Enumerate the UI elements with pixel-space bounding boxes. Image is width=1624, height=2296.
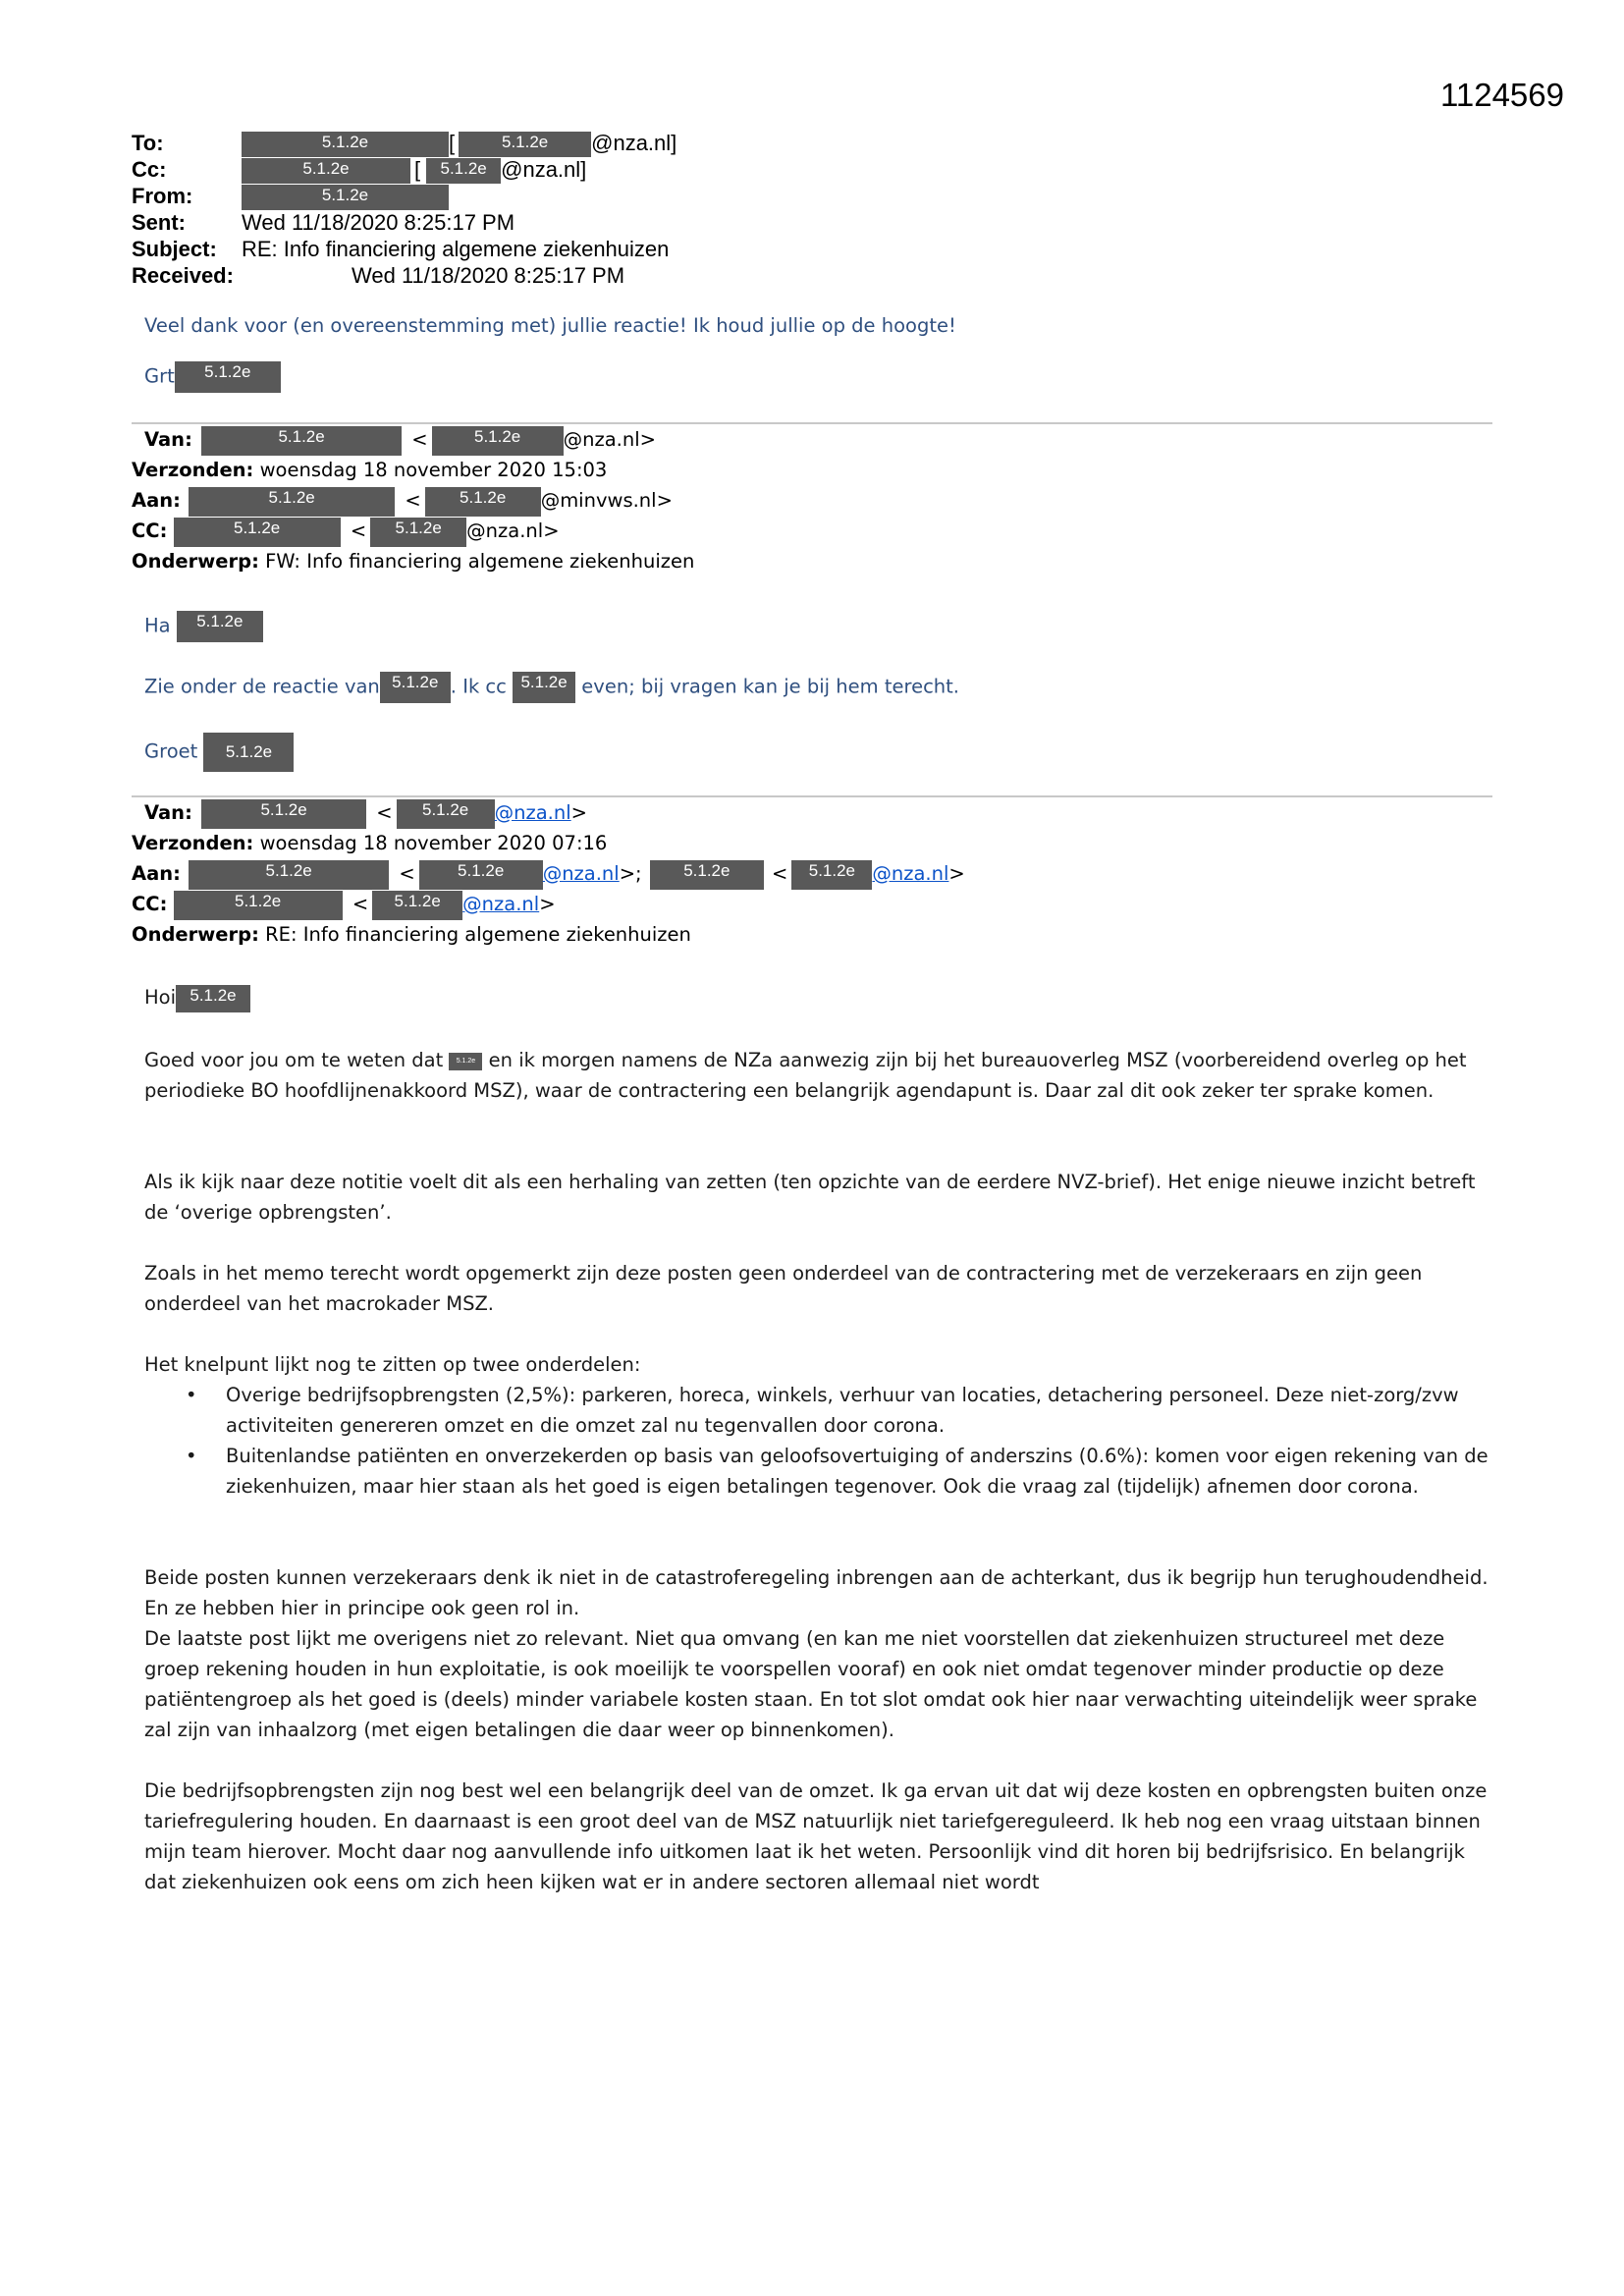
received-value: Wed 11/18/2020 8:25:17 PM <box>352 263 625 288</box>
gt-symbol: > <box>539 893 556 915</box>
redaction-block: 5.1.2e <box>372 891 462 920</box>
cc-domain: @nza.nl] <box>501 157 587 182</box>
cc-domain: @nza.nl> <box>466 519 560 542</box>
paragraph-text: Die bedrijfsopbrengsten zijn nog best wel een belangrijk deel van de omzet. Ik ga ervan uit dat wij deze kosten en opbrengsten buiten onze tariefregulering houden. En daarnaast is een groot deel van de MSZ natuurlijk niet tariefgereguleerd. Ik heb nog een vraag uitstaan binnen mijn team hierover. Mocht daar nog aanvullende info uitkomen laat ik het weten. Persoonlijk vind dit horen bij bedrijfsrisico. En belangrijk dat ziekenhuizen ook eens om zich heen kijken wat er in andere sectoren allemaal niet wordt <box>144 1779 1488 1893</box>
list-item-text: Overige bedrijfsopbrengsten (2,5%): parkeren, horeca, winkels, verhuur van locaties, detachering personeel. Deze niet-zorg/zvw activiteiten genereren omzet en die omzet zal nu tegenvallen door corona. <box>226 1384 1459 1437</box>
paragraph-6 <box>144 1776 1489 1897</box>
redaction-block: 5.1.2e <box>175 361 281 393</box>
van-domain: @nza.nl> <box>563 428 656 451</box>
redaction-block: 5.1.2e <box>432 426 564 456</box>
redaction-block: 5.1.2e <box>242 185 449 210</box>
email2-closing <box>144 733 294 772</box>
redaction-block: 5.1.2e <box>201 426 402 456</box>
redaction-block: 5.1.2e <box>189 487 395 517</box>
redaction-block: 5.1.2e <box>449 1053 482 1070</box>
email3-salutation <box>144 982 1489 1012</box>
email3-onderwerp-row <box>132 919 691 950</box>
email2-onderwerp-row <box>132 546 694 576</box>
list-item <box>144 1380 1489 1441</box>
bullet-list <box>144 1380 1489 1502</box>
paragraph-4 <box>144 1349 1489 1380</box>
forward-text: . Ik cc <box>450 675 507 698</box>
verzonden-label: Verzonden: <box>132 459 254 481</box>
to-domain: @nza.nl] <box>591 131 677 155</box>
email-link[interactable]: @nza.nl <box>872 862 949 885</box>
received-label: Received: <box>132 263 234 288</box>
redaction-block: 5.1.2e <box>419 860 543 890</box>
redaction-block: 5.1.2e <box>459 132 591 157</box>
paragraph-text: Goed voor jou om te weten dat <box>144 1049 444 1071</box>
email2-salutation <box>144 611 263 642</box>
reply-text: Veel dank voor (en overeenstemming met) jullie reactie! Ik houd jullie op de hoogte! <box>144 314 956 337</box>
from-value <box>242 183 449 210</box>
to-label: To: <box>132 131 164 155</box>
document-id: 1124569 <box>1439 77 1564 113</box>
redaction-block: 5.1.2e <box>177 611 263 642</box>
email2-forward-line <box>144 672 959 703</box>
cc-label: Cc: <box>132 157 167 182</box>
van-label: Van: <box>144 428 192 451</box>
lt-symbol: < <box>405 489 421 512</box>
email3-cc-row <box>132 889 556 919</box>
van-label: Van: <box>144 801 192 824</box>
aan-label: Aan: <box>132 489 181 512</box>
redaction-block: 5.1.2e <box>176 985 250 1012</box>
cc-label: CC: <box>132 519 168 542</box>
redaction-block: 5.1.2e <box>370 518 466 547</box>
gt-symbol: > <box>948 862 965 885</box>
subject-value: RE: Info financiering algemene ziekenhuizen <box>242 237 670 261</box>
paragraph-text: Als ik kijk naar deze notitie voelt dit als een herhaling van zetten (ten opzichte van de eerdere NVZ-brief). Het enige nieuwe inzicht betreft de ‘overige opbrengsten’. <box>144 1171 1476 1224</box>
gt-symbol: > <box>570 801 587 824</box>
forward-text: even; bij vragen kan je bij hem terecht. <box>581 675 959 698</box>
email2-aan-row <box>132 485 673 516</box>
email-link[interactable]: @nza.nl <box>462 893 540 915</box>
paragraph-5 <box>144 1562 1489 1745</box>
redaction-block: 5.1.2e <box>791 860 872 890</box>
reply-greeting <box>144 361 281 393</box>
salutation-text: Ha <box>144 614 171 637</box>
forward-text: Zie onder de reactie van <box>144 675 380 698</box>
lt-symbol: < <box>376 801 393 824</box>
redaction-block: 5.1.2e <box>203 733 294 772</box>
lt-symbol: < <box>772 862 788 885</box>
verzonden-label: Verzonden: <box>132 832 254 854</box>
lt-symbol: < <box>411 428 428 451</box>
redaction-block: 5.1.2e <box>380 672 451 703</box>
paragraph-text: Beide posten kunnen verzekeraars denk ik niet in de catastroferegeling inbrengen aan de achterkant, dus ik begrijp hun terughoudendheid. En ze hebben hier in principe ook geen rol in. <box>144 1566 1489 1619</box>
redaction-block: 5.1.2e <box>242 158 410 184</box>
onderwerp-label: Onderwerp: <box>132 550 259 573</box>
lt-symbol: < <box>350 519 367 542</box>
redaction-block: 5.1.2e <box>513 672 575 703</box>
email2-van-row <box>144 424 656 455</box>
paragraph-text: en ik morgen namens de NZa aanwezig zijn bij het bureauoverleg MSZ (voorbereidend overleg op het periodieke BO hoofdlijnenakkoord MSZ), waar de contractering een belangrijk agendapunt is. Daar zal dit ook zeker ter sprake komen. <box>144 1049 1467 1102</box>
to-bracket: [ <box>449 131 456 155</box>
redaction-block: 5.1.2e <box>242 132 449 157</box>
aan-domain: @minvws.nl> <box>540 489 673 512</box>
paragraph-2 <box>144 1167 1489 1228</box>
email3-van-row <box>144 797 587 828</box>
bullet-icon: • <box>186 1384 197 1406</box>
onderwerp-value: RE: Info financiering algemene ziekenhuizen <box>265 923 691 946</box>
onderwerp-value: FW: Info financiering algemene ziekenhuizen <box>265 550 695 573</box>
cc-value <box>242 156 586 184</box>
cc-bracket: [ <box>414 157 421 182</box>
redaction-block: 5.1.2e <box>201 799 366 829</box>
paragraph-3 <box>144 1258 1489 1319</box>
verzonden-value: woensdag 18 november 2020 15:03 <box>259 459 608 481</box>
redaction-block: 5.1.2e <box>650 860 764 890</box>
salutation-text: Hoi <box>144 986 177 1009</box>
bullet-icon: • <box>186 1445 197 1467</box>
email3-aan-row <box>132 858 965 889</box>
email-link[interactable]: @nza.nl <box>494 801 571 824</box>
from-label: From: <box>132 184 193 208</box>
list-item-text: Buitenlandse patiënten en onverzekerden op basis van geloofsovertuiging of anderszins (0.6%): komen voor eigen rekening van de ziekenhuizen, maar hier staan als het goed is eigen betalingen tegenover. Ook die vraag zal (tijdelijk) afnemen door corona. <box>226 1445 1489 1498</box>
greeting-text: Grt <box>144 364 175 388</box>
paragraph-text: Het knelpunt lijkt nog te zitten op twee onderdelen: <box>144 1353 641 1376</box>
aan-label: Aan: <box>132 862 181 885</box>
redaction-block: 5.1.2e <box>425 487 541 517</box>
lt-symbol: < <box>352 893 369 915</box>
redaction-block: 5.1.2e <box>189 860 389 890</box>
redaction-block: 5.1.2e <box>426 158 501 184</box>
email2-verzonden-row <box>132 455 607 485</box>
lt-symbol: < <box>399 862 415 885</box>
closing-text: Groet <box>144 739 198 763</box>
sent-value: Wed 11/18/2020 8:25:17 PM <box>242 210 515 235</box>
paragraph-text: De laatste post lijkt me overigens niet zo relevant. Niet qua omvang (en kan me niet voorstellen dat ziekenhuizen structureel met deze groep rekening houden in hun exploitatie, is ook moeilijk te voorspellen vooraf) en ook niet omdat tegenover minder productie op deze patiëntengroep als het goed is (deels) minder variabele kosten staan. En tot slot omdat ook hier naar verwachting uiteindelijk weer sprake zal zijn van inhaalzorg (met eigen betalingen die daar weer op binnenkomen). <box>144 1627 1478 1741</box>
verzonden-value: woensdag 18 november 2020 07:16 <box>259 832 608 854</box>
cc-label: CC: <box>132 893 168 915</box>
redaction-block: 5.1.2e <box>397 799 495 829</box>
to-value <box>242 130 677 157</box>
email2-cc-row <box>132 516 560 546</box>
separator-symbol: >; <box>619 862 642 885</box>
onderwerp-label: Onderwerp: <box>132 923 259 946</box>
email-link[interactable]: @nza.nl <box>542 862 620 885</box>
sent-label: Sent: <box>132 210 186 235</box>
email3-verzonden-row <box>132 828 607 858</box>
paragraph-text: Zoals in het memo terecht wordt opgemerkt zijn deze posten geen onderdeel van de contractering met de verzekeraars en zijn geen onderdeel van het macrokader MSZ. <box>144 1262 1423 1315</box>
redaction-block: 5.1.2e <box>174 891 343 920</box>
paragraph-1 <box>144 1045 1489 1106</box>
list-item <box>144 1441 1489 1502</box>
redaction-block: 5.1.2e <box>174 518 341 547</box>
subject-label: Subject: <box>132 237 217 261</box>
